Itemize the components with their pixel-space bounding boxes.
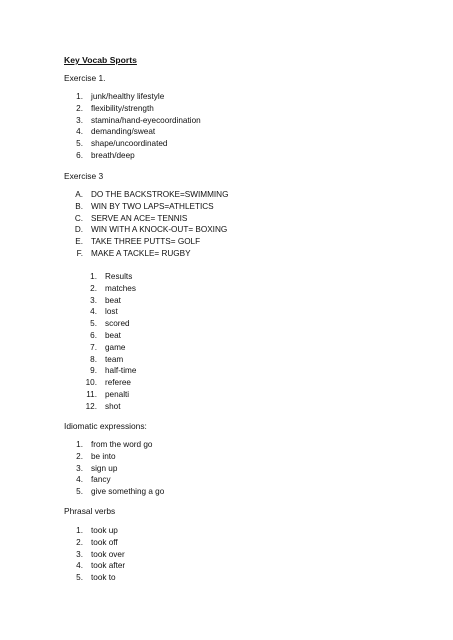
list-marker: 1. — [76, 440, 83, 449]
list-marker: 2. — [76, 103, 83, 113]
list-item-text: scored — [105, 319, 130, 329]
list-item-text: demanding/sweat — [91, 127, 156, 137]
list-item-text: from the word go — [91, 440, 153, 449]
list-item-text: took off — [91, 537, 118, 547]
list-item — [76, 525, 125, 537]
list-item — [90, 342, 136, 354]
exercise1-heading: Exercise 1. — [64, 73, 106, 83]
list-item — [76, 572, 125, 584]
list-item-text: fancy — [91, 475, 111, 485]
exercise3-lettered-list — [74, 189, 229, 260]
list-item-text: half-time — [105, 366, 137, 376]
list-item — [75, 236, 228, 248]
list-marker: 8. — [90, 354, 97, 364]
list-marker: 1. — [90, 272, 97, 281]
list-marker: 2. — [76, 451, 83, 461]
list-item-text: junk/healthy lifestyle — [91, 92, 165, 101]
list-marker: 1. — [76, 92, 83, 101]
list-item — [90, 330, 136, 342]
list-item-text: lost — [105, 307, 118, 317]
list-marker: 1. — [76, 526, 83, 535]
list-marker: B. — [75, 201, 83, 211]
list-marker: 6. — [90, 330, 97, 340]
list-item — [76, 126, 201, 138]
list-item-text: beat — [105, 330, 121, 340]
list-item-text: referee — [105, 378, 131, 388]
list-item — [76, 560, 126, 572]
list-item-text: game — [105, 342, 126, 352]
list-marker: 5. — [76, 139, 83, 149]
list-item-text: matches — [105, 283, 136, 293]
list-item — [76, 549, 125, 561]
list-marker: 3. — [76, 549, 83, 559]
list-marker: 9. — [90, 366, 97, 376]
list-item — [76, 474, 164, 486]
list-item — [90, 295, 136, 307]
list-item — [85, 377, 136, 389]
list-marker: 12. — [85, 401, 97, 411]
list-marker: 2. — [76, 537, 83, 547]
list-item — [75, 189, 229, 201]
list-item-text: WIN WITH A KNOCK-OUT= BOXING — [91, 225, 228, 235]
list-item — [76, 138, 201, 150]
list-item-text: TAKE THREE PUTTS= GOLF — [91, 237, 201, 247]
list-item-text: team — [105, 354, 124, 364]
list-item — [90, 306, 136, 318]
list-marker: C. — [74, 213, 83, 223]
list-item-text: flexibility/strength — [91, 103, 154, 113]
list-item — [90, 354, 136, 366]
list-item-text: SERVE AN ACE= TENNIS — [91, 213, 188, 223]
list-item — [74, 213, 228, 225]
list-item — [76, 439, 164, 451]
list-item — [90, 283, 136, 295]
list-item — [76, 451, 164, 463]
list-item-text: beat — [105, 295, 121, 305]
list-marker: 5. — [90, 319, 97, 329]
list-item-text: shape/uncoordinated — [91, 139, 168, 149]
list-marker: 7. — [90, 342, 97, 352]
list-item — [76, 115, 201, 127]
list-item — [90, 318, 136, 330]
list-item — [76, 537, 125, 549]
list-item — [76, 103, 201, 115]
list-marker: 4. — [76, 127, 83, 137]
idiomatic-list — [76, 439, 165, 498]
list-marker: 3. — [76, 115, 83, 125]
list-marker: 4. — [76, 475, 83, 485]
list-marker: 3. — [76, 463, 83, 473]
list-marker: A. — [75, 190, 83, 199]
list-item — [86, 389, 136, 401]
list-item — [75, 201, 228, 213]
list-item-text: took to — [91, 573, 116, 583]
list-item-text: took up — [91, 526, 118, 535]
list-marker: 3. — [90, 295, 97, 305]
list-item-text: sign up — [91, 463, 118, 473]
idiomatic-heading: Idiomatic expressions: — [64, 421, 147, 431]
list-item — [85, 401, 136, 413]
list-item — [76, 248, 228, 260]
list-item-text: WIN BY TWO LAPS=ATHLETICS — [91, 201, 214, 211]
list-marker: D. — [74, 225, 83, 235]
list-marker: F. — [76, 248, 83, 258]
list-item-text: stamina/hand-eyecoordination — [91, 115, 201, 125]
document-title: Key Vocab Sports — [64, 55, 137, 65]
list-item — [76, 463, 164, 475]
list-marker: 11. — [86, 389, 97, 399]
list-item-text: Results — [105, 272, 133, 281]
list-item — [76, 91, 201, 103]
list-item — [90, 271, 136, 283]
list-marker: 6. — [76, 150, 83, 160]
list-item — [74, 224, 228, 236]
list-marker: 10. — [85, 378, 97, 388]
list-marker: 5. — [76, 487, 83, 497]
phrasal-list — [76, 525, 126, 584]
list-marker: 5. — [76, 573, 83, 583]
exercise3-heading: Exercise 3 — [64, 171, 104, 181]
list-item — [76, 150, 201, 162]
list-item-text: penalti — [105, 389, 130, 399]
list-marker: E. — [75, 237, 83, 247]
list-marker: 2. — [90, 283, 97, 293]
list-item-text: DO THE BACKSTROKE=SWIMMING — [91, 190, 229, 199]
exercise1-list — [76, 91, 201, 162]
list-item-text: took after — [91, 561, 126, 571]
list-item-text: give something a go — [91, 487, 165, 497]
list-item-text: shot — [105, 401, 121, 411]
list-item-text: be into — [91, 451, 116, 461]
list-item — [76, 486, 165, 498]
list-marker: 4. — [90, 307, 97, 317]
list-item-text: breath/deep — [91, 150, 135, 160]
list-item-text: took over — [91, 549, 125, 559]
list-item — [90, 365, 137, 377]
list-item-text: MAKE A TACKLE= RUGBY — [91, 248, 191, 258]
list-marker: 4. — [76, 561, 83, 571]
phrasal-heading: Phrasal verbs — [64, 506, 116, 516]
exercise3-numbered-list — [85, 271, 137, 413]
